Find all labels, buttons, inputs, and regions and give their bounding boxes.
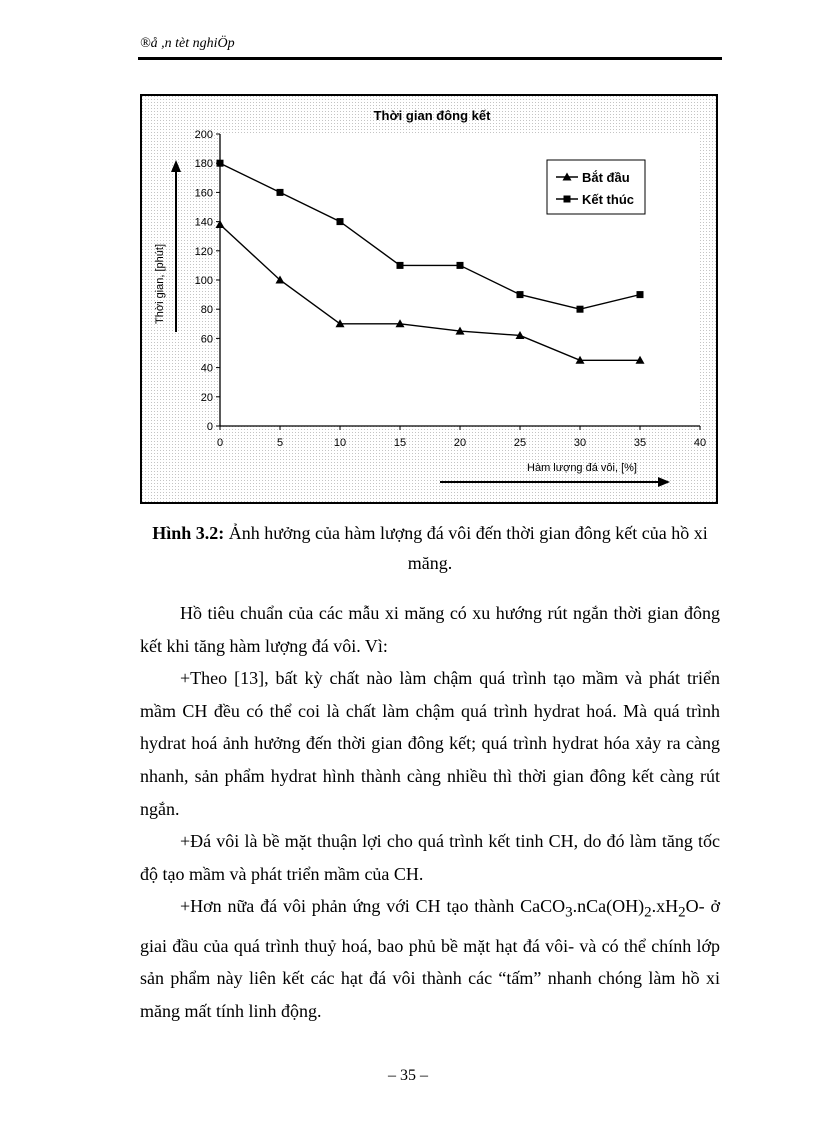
p4-sub-3: 2 [678,904,686,921]
y-tick-label: 200 [194,129,213,141]
x-tick-label: 30 [573,437,587,449]
figure-caption [130,518,730,578]
y-axis-label: Thời gian, [phút] [154,244,166,324]
body-text [140,597,720,1027]
p4-text-2: .nCa(OH) [572,896,645,917]
y-tick-label: 40 [200,362,213,375]
figure-chart [140,94,718,504]
data-point [637,291,644,298]
x-tick-label: 5 [276,437,284,449]
chart-title: Thời gian đông kết [373,108,491,123]
x-tick-label: 25 [513,437,527,449]
caption-text: Ảnh hưởng của hàm lượng đá vôi đến thời gian đông kết của hồ xi măng. [224,523,708,573]
data-point [277,189,284,196]
page-number: – 35 – [388,1067,428,1084]
x-tick-label: 0 [216,437,224,449]
data-point [577,306,584,313]
p4-text-3: .xH [651,896,679,917]
y-tick-label: 0 [206,421,213,433]
data-point [397,262,404,269]
paragraph-3: +Đá vôi là bề mặt thuận lợi cho quá trình kết tinh CH, do đó làm tăng tốc độ tạo mầm và phát triển mầm của CH. [140,831,720,884]
x-axis-label: Hàm lượng đá vôi, [%] [527,462,637,474]
x-tick-label: 35 [633,437,647,449]
paragraph-4 [140,890,720,1027]
x-tick-label: 15 [393,437,407,449]
y-tick-label: 80 [200,304,213,317]
y-tick-label: 100 [194,275,213,287]
x-tick-label: 40 [693,437,707,449]
legend-label: Bắt đầu [582,170,630,185]
page-header: ®å ,n tèt nghiÖp [140,36,235,51]
header-rule [138,57,722,60]
x-tick-label: 10 [333,437,347,449]
p4-text-1: +Hơn nữa đá vôi phản ứng với CH tạo thành CaCO [180,896,566,917]
data-point [457,262,464,269]
data-point [217,160,224,167]
p4-sub-1: 3 [565,904,573,921]
y-tick-label: 180 [194,158,213,171]
legend-marker [564,196,571,203]
legend-label: Kết thúc [582,192,634,207]
y-tick-label: 20 [200,391,213,404]
p4-text-4: O- ở giai đầu của quá trình thuỷ hoá, bao phủ bề mặt hạt đá vôi- và có thể chính lớp sản phẩm này liên kết các hạt đá vôi thành các “tấm” nhanh chóng làm hồ xi măng mất tính linh động. [140,896,721,1021]
paragraph-2: +Theo [13], bất kỳ chất nào làm chậm quá trình tạo mầm và phát triển mầm CH đều có thể coi là chất làm chậm quá trình hydrat hoá. Mà quá trình hydrat hoá ảnh hưởng đến thời gian đông kết; quá trình hydrat hóa xảy ra càng nhanh, sản phẩm hydrat hình thành càng nhiều thì thời gian đông kết càng rút ngắn. [140,668,720,819]
y-tick-label: 160 [194,187,213,200]
y-tick-label: 140 [194,216,213,229]
caption-label: Hình 3.2: [152,523,225,543]
paragraph-1: Hồ tiêu chuẩn của các mẫu xi măng có xu hướng rút ngắn thời gian đông kết khi tăng hàm lượng đá vôi. Vì: [140,603,720,656]
chart-legend [547,160,645,214]
y-tick-label: 120 [194,245,213,258]
x-tick-label: 20 [453,437,467,449]
p4-sub-2: 2 [644,904,652,921]
line-chart [142,96,716,502]
data-point [517,291,524,298]
y-tick-label: 60 [200,333,213,346]
data-point [337,218,344,225]
